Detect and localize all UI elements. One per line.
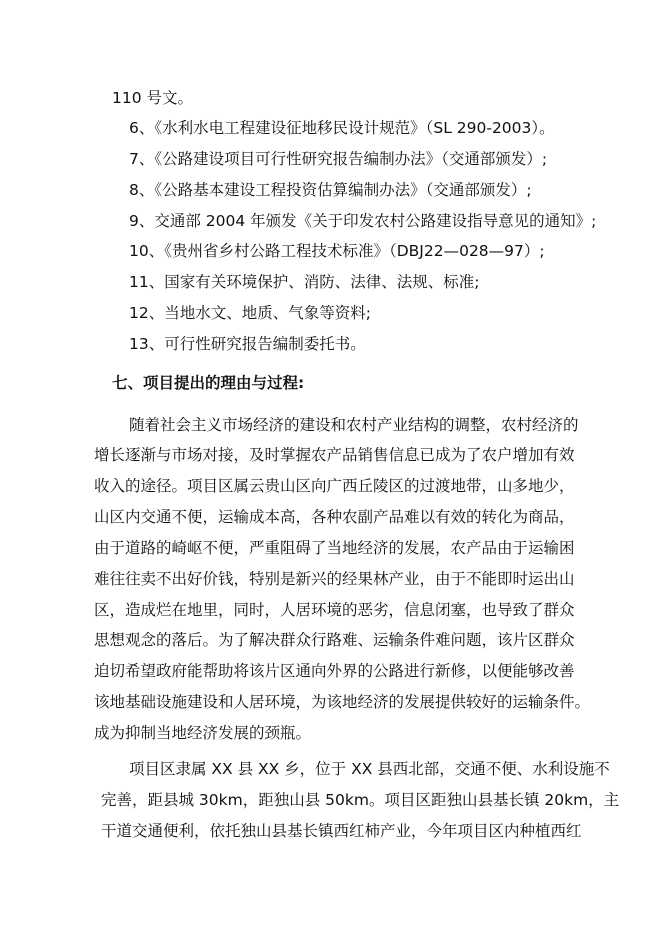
reference-item-12: 12、当地水文、地质、气象等资料; <box>129 304 371 322</box>
paragraph-line: 区，造成烂在地里，同时，人居环境的恶劣，信息闭塞，也导致了群众 <box>94 601 575 619</box>
reference-item-7: 7、《公路建设项目可行性研究报告编制办法》（交通部颁发）; <box>129 150 548 168</box>
paragraph-line: 该地基础设施建设和人居环境，为该地经济的发展提供较好的运输条件。 <box>94 693 591 711</box>
paragraph-line: 难往往卖不出好价钱，特别是新兴的经果林产业，由于不能即时运出山 <box>94 570 575 588</box>
paragraph-line: 收入的途径。项目区属云贵山区向广西丘陵区的过渡地带，山多地少， <box>94 477 575 495</box>
reference-item-11: 11、国家有关环境保护、消防、法律、法规、标准; <box>129 273 480 291</box>
paragraph-line: 增长逐渐与市场对接，及时掌握农产品销售信息已成为了农户增加有效 <box>94 446 575 464</box>
paragraph-line: 迫切希望政府能帮助将该片区通向外界的公路进行新修，以便能够改善 <box>94 662 575 680</box>
reference-item-6: 6、《水利水电工程建设征地移民设计规范》（SL 290-2003）。 <box>129 119 555 137</box>
paragraph-line: 完善，距县城 30km，距独山县 50km。项目区距独山县基长镇 20km，主 <box>101 791 620 809</box>
reference-item-10: 10、《贵州省乡村公路工程技术标准》（DBJ22—028—97）; <box>129 242 545 260</box>
section-heading: 七、项目提出的理由与过程: <box>112 374 305 392</box>
paragraph-line: 干道交通便利，依托独山县基长镇西红柿产业，今年项目区内种植西红 <box>101 822 582 840</box>
paragraph-line: 成为抑制当地经济发展的颈瓶。 <box>94 724 312 742</box>
text-line: 110 号文。 <box>112 89 194 107</box>
paragraph-line: 随着社会主义市场经济的建设和农村产业结构的调整，农村经济的 <box>129 416 579 434</box>
paragraph-line: 思想观念的落后。为了解决群众行路难、运输条件难问题，该片区群众 <box>94 631 575 649</box>
reference-item-8: 8、《公路基本建设工程投资估算编制办法》（交通部颁发）; <box>129 181 532 199</box>
paragraph-line: 项目区隶属 XX 县 XX 乡，位于 XX 县西北部，交通不便、水利设施不 <box>129 760 610 778</box>
reference-item-13: 13、可行性研究报告编制委托书。 <box>129 335 366 353</box>
paragraph-line: 山区内交通不便，运输成本高，各种农副产品难以有效的转化为商品， <box>94 508 575 526</box>
paragraph-line: 由于道路的崎岖不便，严重阻碍了当地经济的发展，农产品由于运输困 <box>94 539 575 557</box>
reference-item-9: 9、交通部 2004 年颁发《关于印发农村公路建设指导意见的通知》; <box>129 212 597 230</box>
